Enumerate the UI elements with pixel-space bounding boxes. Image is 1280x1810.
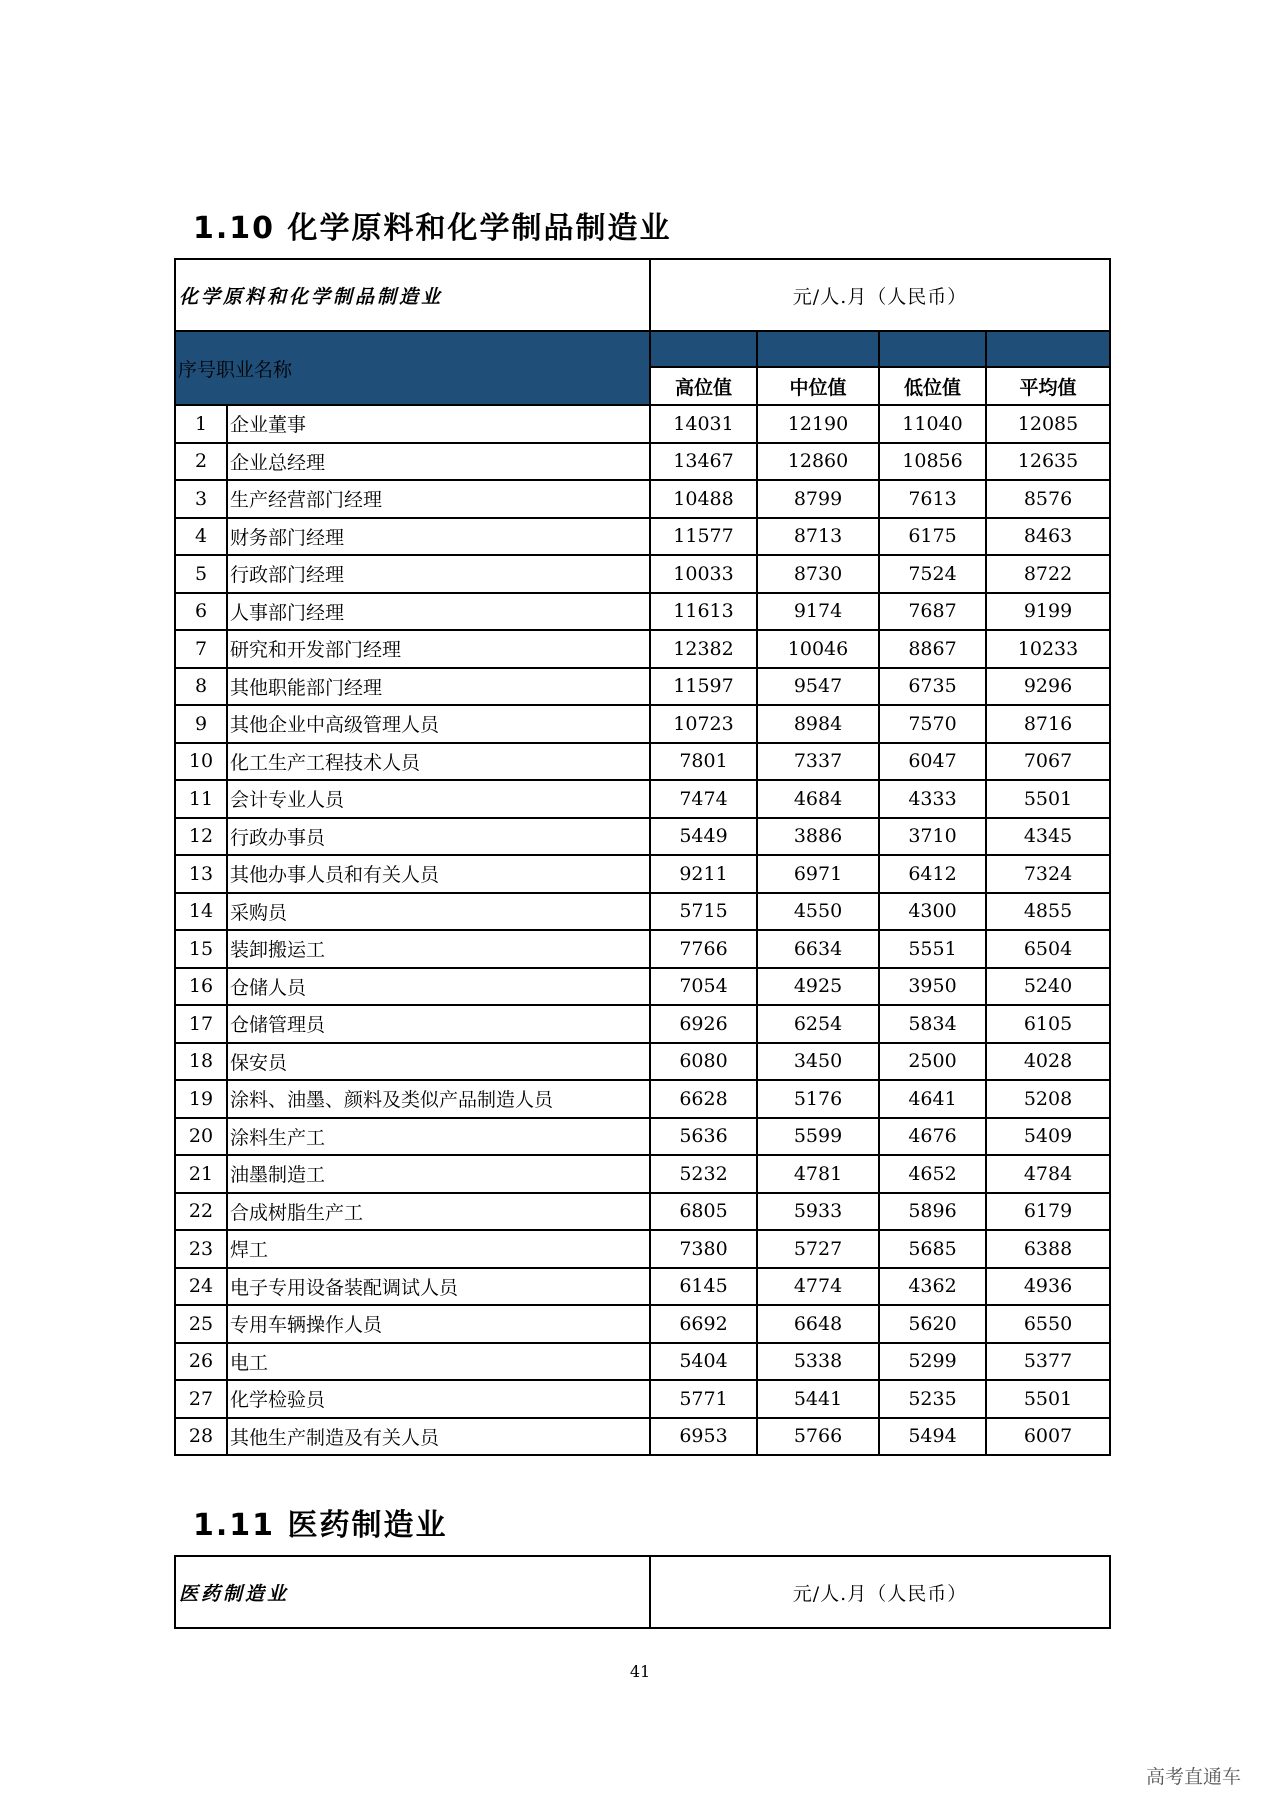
table-row	[175, 855, 1110, 893]
table-row	[175, 780, 1110, 818]
row-average: 4855	[986, 893, 1110, 931]
row-average: 8722	[986, 555, 1110, 593]
row-occupation: 企业董事	[227, 405, 650, 443]
table-row	[175, 930, 1110, 968]
row-occupation: 油墨制造工	[227, 1155, 650, 1193]
row-median: 8713	[757, 518, 879, 556]
row-occupation: 研究和开发部门经理	[227, 630, 650, 668]
unit-label: 元/人.月（人民币）	[650, 1556, 1110, 1628]
row-occupation: 仓储管理员	[227, 1005, 650, 1043]
header-index-name	[175, 331, 650, 405]
row-low: 11040	[879, 405, 986, 443]
table-row	[175, 480, 1110, 518]
row-occupation: 保安员	[227, 1043, 650, 1081]
table-row	[175, 1380, 1110, 1418]
row-index: 2	[175, 443, 227, 481]
row-median: 5176	[757, 1080, 879, 1118]
row-index: 24	[175, 1268, 227, 1306]
table-row	[175, 443, 1110, 481]
row-occupation: 电工	[227, 1343, 650, 1381]
row-average: 5208	[986, 1080, 1110, 1118]
row-average: 6550	[986, 1305, 1110, 1343]
table-row	[175, 705, 1110, 743]
row-high: 10723	[650, 705, 757, 743]
row-average: 9296	[986, 668, 1110, 706]
row-median: 9174	[757, 593, 879, 631]
row-low: 3710	[879, 818, 986, 856]
row-average: 7324	[986, 855, 1110, 893]
row-median: 4774	[757, 1268, 879, 1306]
row-low: 6047	[879, 743, 986, 781]
row-median: 4781	[757, 1155, 879, 1193]
row-average: 4345	[986, 818, 1110, 856]
row-median: 8984	[757, 705, 879, 743]
row-index: 16	[175, 968, 227, 1006]
row-occupation: 行政办事员	[227, 818, 650, 856]
category-row	[175, 259, 1110, 331]
table-row	[175, 968, 1110, 1006]
row-index: 26	[175, 1343, 227, 1381]
table-row	[175, 1080, 1110, 1118]
table-row	[175, 668, 1110, 706]
row-occupation: 化学检验员	[227, 1380, 650, 1418]
row-occupation: 电子专用设备装配调试人员	[227, 1268, 650, 1306]
row-high: 5404	[650, 1343, 757, 1381]
row-high: 5232	[650, 1155, 757, 1193]
row-high: 6080	[650, 1043, 757, 1081]
table-row	[175, 1193, 1110, 1231]
row-high: 6145	[650, 1268, 757, 1306]
row-index: 17	[175, 1005, 227, 1043]
table-row	[175, 1005, 1110, 1043]
row-index: 28	[175, 1418, 227, 1456]
row-index: 7	[175, 630, 227, 668]
row-low: 5299	[879, 1343, 986, 1381]
row-high: 14031	[650, 405, 757, 443]
row-index: 12	[175, 818, 227, 856]
row-low: 4362	[879, 1268, 986, 1306]
row-high: 11597	[650, 668, 757, 706]
row-low: 5620	[879, 1305, 986, 1343]
row-median: 6648	[757, 1305, 879, 1343]
row-occupation: 化工生产工程技术人员	[227, 743, 650, 781]
row-high: 5449	[650, 818, 757, 856]
row-low: 5834	[879, 1005, 986, 1043]
row-index: 4	[175, 518, 227, 556]
table-row	[175, 1043, 1110, 1081]
row-index: 21	[175, 1155, 227, 1193]
row-occupation: 涂料生产工	[227, 1118, 650, 1156]
row-occupation: 采购员	[227, 893, 650, 931]
wage-table	[174, 258, 1111, 1456]
table-row	[175, 893, 1110, 931]
table-row	[175, 1305, 1110, 1343]
watermark: 高考直通车	[1146, 1766, 1242, 1788]
row-high: 7766	[650, 930, 757, 968]
row-index: 6	[175, 593, 227, 631]
category-row	[175, 1556, 1110, 1628]
row-low: 4641	[879, 1080, 986, 1118]
row-occupation: 装卸搬运工	[227, 930, 650, 968]
row-low: 4652	[879, 1155, 986, 1193]
row-low: 2500	[879, 1043, 986, 1081]
row-high: 5636	[650, 1118, 757, 1156]
row-occupation: 合成树脂生产工	[227, 1193, 650, 1231]
row-high: 13467	[650, 443, 757, 481]
row-median: 4684	[757, 780, 879, 818]
row-median: 7337	[757, 743, 879, 781]
row-index: 9	[175, 705, 227, 743]
row-low: 7687	[879, 593, 986, 631]
header-row	[175, 331, 1110, 367]
row-average: 5409	[986, 1118, 1110, 1156]
row-occupation: 焊工	[227, 1230, 650, 1268]
table-row	[175, 1343, 1110, 1381]
section-title: 1.11 医药制造业	[193, 1508, 448, 1543]
column-high: 高位值	[650, 367, 757, 405]
table-row	[175, 405, 1110, 443]
row-occupation: 生产经营部门经理	[227, 480, 650, 518]
row-index: 15	[175, 930, 227, 968]
row-average: 4784	[986, 1155, 1110, 1193]
row-high: 5771	[650, 1380, 757, 1418]
table-row	[175, 518, 1110, 556]
row-occupation: 仓储人员	[227, 968, 650, 1006]
row-occupation: 涂料、油墨、颜料及类似产品制造人员	[227, 1080, 650, 1118]
row-median: 3886	[757, 818, 879, 856]
table-row	[175, 1230, 1110, 1268]
row-median: 8730	[757, 555, 879, 593]
row-index: 8	[175, 668, 227, 706]
row-index: 3	[175, 480, 227, 518]
column-average: 平均值	[986, 367, 1110, 405]
row-median: 5599	[757, 1118, 879, 1156]
row-median: 8799	[757, 480, 879, 518]
table-row	[175, 555, 1110, 593]
wage-table	[174, 1555, 1111, 1629]
page-number: 41	[629, 1662, 651, 1681]
row-average: 7067	[986, 743, 1110, 781]
row-median: 5727	[757, 1230, 879, 1268]
row-index: 10	[175, 743, 227, 781]
header-name: 职业名称	[216, 358, 293, 381]
row-high: 7380	[650, 1230, 757, 1268]
row-high: 6692	[650, 1305, 757, 1343]
row-high: 9211	[650, 855, 757, 893]
row-average: 5501	[986, 780, 1110, 818]
row-high: 5715	[650, 893, 757, 931]
row-index: 22	[175, 1193, 227, 1231]
row-index: 25	[175, 1305, 227, 1343]
row-average: 8463	[986, 518, 1110, 556]
row-low: 3950	[879, 968, 986, 1006]
table-row	[175, 743, 1110, 781]
category-name: 医药制造业	[175, 1556, 650, 1628]
row-index: 18	[175, 1043, 227, 1081]
row-average: 12085	[986, 405, 1110, 443]
row-high: 10033	[650, 555, 757, 593]
row-average: 8716	[986, 705, 1110, 743]
row-low: 5235	[879, 1380, 986, 1418]
row-high: 7054	[650, 968, 757, 1006]
table-row	[175, 1418, 1110, 1456]
row-occupation: 其他企业中高级管理人员	[227, 705, 650, 743]
row-high: 7474	[650, 780, 757, 818]
row-high: 7801	[650, 743, 757, 781]
row-index: 19	[175, 1080, 227, 1118]
row-index: 27	[175, 1380, 227, 1418]
row-occupation: 行政部门经理	[227, 555, 650, 593]
table-row	[175, 1118, 1110, 1156]
row-median: 5338	[757, 1343, 879, 1381]
row-high: 10488	[650, 480, 757, 518]
row-occupation: 会计专业人员	[227, 780, 650, 818]
row-median: 5441	[757, 1380, 879, 1418]
row-occupation: 企业总经理	[227, 443, 650, 481]
row-occupation: 财务部门经理	[227, 518, 650, 556]
row-index: 1	[175, 405, 227, 443]
row-average: 5240	[986, 968, 1110, 1006]
row-median: 3450	[757, 1043, 879, 1081]
row-high: 6628	[650, 1080, 757, 1118]
header-blue-cell	[757, 331, 879, 367]
row-average: 10233	[986, 630, 1110, 668]
row-median: 9547	[757, 668, 879, 706]
row-median: 6634	[757, 930, 879, 968]
row-low: 5685	[879, 1230, 986, 1268]
table-row	[175, 818, 1110, 856]
unit-label: 元/人.月（人民币）	[650, 259, 1110, 331]
row-low: 8867	[879, 630, 986, 668]
table-row	[175, 1268, 1110, 1306]
row-index: 14	[175, 893, 227, 931]
header-blue-cell	[650, 331, 757, 367]
row-low: 7570	[879, 705, 986, 743]
row-index: 5	[175, 555, 227, 593]
row-index: 23	[175, 1230, 227, 1268]
row-low: 10856	[879, 443, 986, 481]
row-median: 10046	[757, 630, 879, 668]
row-low: 5896	[879, 1193, 986, 1231]
row-median: 5933	[757, 1193, 879, 1231]
row-median: 12860	[757, 443, 879, 481]
header-blue-cell	[879, 331, 986, 367]
row-low: 7613	[879, 480, 986, 518]
row-median: 12190	[757, 405, 879, 443]
section-title: 1.10 化学原料和化学制品制造业	[193, 211, 672, 246]
row-low: 4300	[879, 893, 986, 931]
row-low: 5494	[879, 1418, 986, 1456]
row-median: 4550	[757, 893, 879, 931]
row-median: 4925	[757, 968, 879, 1006]
table-row	[175, 1155, 1110, 1193]
row-high: 11613	[650, 593, 757, 631]
row-average: 9199	[986, 593, 1110, 631]
row-index: 20	[175, 1118, 227, 1156]
row-low: 6735	[879, 668, 986, 706]
row-average: 8576	[986, 480, 1110, 518]
row-low: 6175	[879, 518, 986, 556]
row-low: 4333	[879, 780, 986, 818]
row-average: 6179	[986, 1193, 1110, 1231]
table-row	[175, 630, 1110, 668]
row-high: 6953	[650, 1418, 757, 1456]
row-occupation: 人事部门经理	[227, 593, 650, 631]
row-high: 6926	[650, 1005, 757, 1043]
header-blue-cell	[986, 331, 1110, 367]
row-low: 6412	[879, 855, 986, 893]
row-median: 6971	[757, 855, 879, 893]
row-occupation: 其他生产制造及有关人员	[227, 1418, 650, 1456]
row-median: 6254	[757, 1005, 879, 1043]
row-average: 12635	[986, 443, 1110, 481]
row-median: 5766	[757, 1418, 879, 1456]
row-occupation: 专用车辆操作人员	[227, 1305, 650, 1343]
row-index: 11	[175, 780, 227, 818]
row-average: 5501	[986, 1380, 1110, 1418]
row-average: 6388	[986, 1230, 1110, 1268]
row-average: 5377	[986, 1343, 1110, 1381]
row-low: 7524	[879, 555, 986, 593]
row-average: 6007	[986, 1418, 1110, 1456]
row-occupation: 其他职能部门经理	[227, 668, 650, 706]
row-average: 4936	[986, 1268, 1110, 1306]
row-high: 11577	[650, 518, 757, 556]
header-index: 序号	[178, 358, 217, 381]
row-index: 13	[175, 855, 227, 893]
row-occupation: 其他办事人员和有关人员	[227, 855, 650, 893]
row-high: 12382	[650, 630, 757, 668]
column-low: 低位值	[879, 367, 986, 405]
row-average: 4028	[986, 1043, 1110, 1081]
row-average: 6504	[986, 930, 1110, 968]
table-row	[175, 593, 1110, 631]
row-low: 5551	[879, 930, 986, 968]
category-name: 化学原料和化学制品制造业	[175, 259, 650, 331]
column-median: 中位值	[757, 367, 879, 405]
row-low: 4676	[879, 1118, 986, 1156]
row-high: 6805	[650, 1193, 757, 1231]
row-average: 6105	[986, 1005, 1110, 1043]
